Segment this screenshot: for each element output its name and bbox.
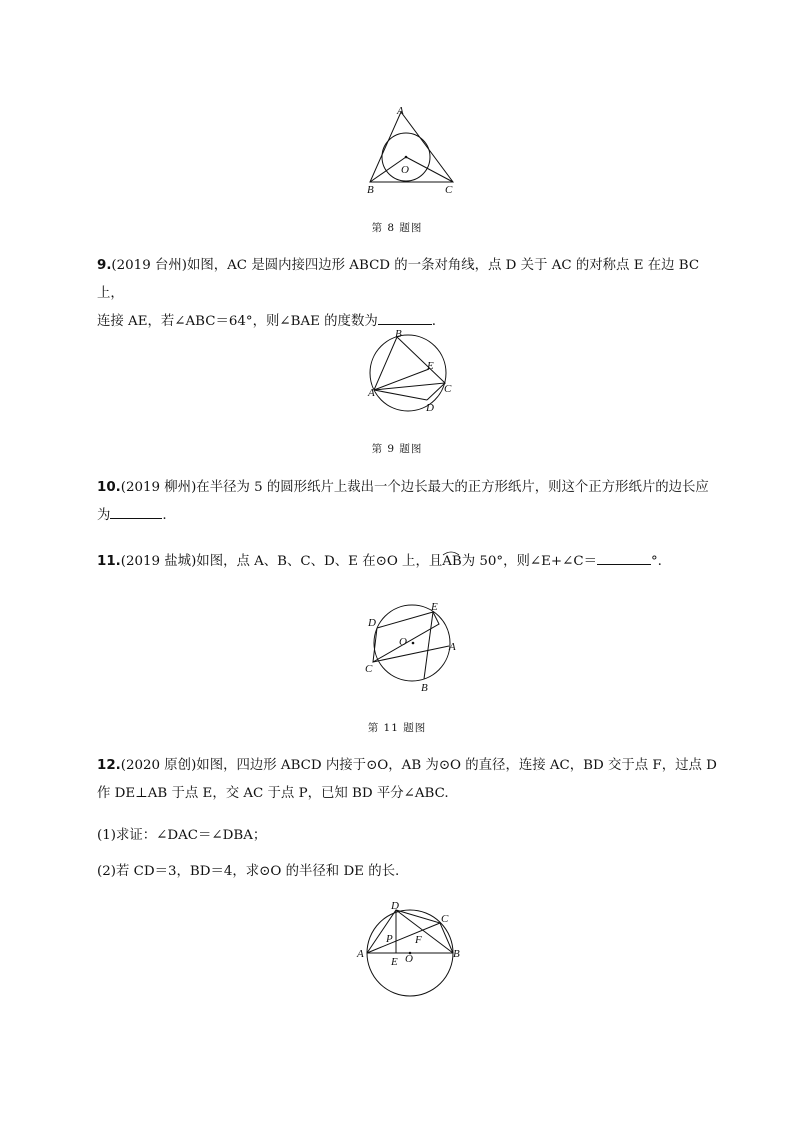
figure-11: [360, 598, 470, 698]
question-11: [97, 548, 727, 576]
question-10-line2: 为: [97, 508, 111, 523]
question-10-period: .: [162, 508, 167, 523]
fig8-label-O: O: [401, 164, 409, 176]
question-11-text-after: °.: [650, 554, 662, 569]
question-9: [97, 252, 727, 336]
question-12: [97, 752, 727, 808]
arc-mark-icon: [442, 550, 460, 556]
answer-blank-11[interactable]: [597, 551, 651, 565]
question-12-part2: (2)若 CD＝3，BD＝4，求⊙O 的半径和 DE 的长.: [97, 864, 400, 879]
answer-blank-9[interactable]: [378, 311, 432, 325]
figure-9-diagram: [360, 325, 460, 420]
fig12-label-D: D: [391, 900, 399, 912]
fig8-label-B: B: [367, 184, 374, 196]
fig11-label-O: O: [399, 636, 407, 648]
question-12-number: 12.: [97, 758, 121, 773]
fig12-label-C: C: [441, 913, 449, 925]
figure-12: [352, 895, 472, 1000]
question-10-number: 10.: [97, 480, 121, 495]
fig11-label-A: A: [449, 641, 456, 653]
figure-9-caption: 第 9 题图: [371, 443, 423, 455]
arc-ab-label: AB: [442, 554, 462, 569]
fig12-label-O: O: [405, 953, 413, 965]
figure-11-diagram: [360, 598, 470, 698]
question-9-period: .: [431, 314, 436, 329]
figure-12-diagram: [352, 895, 472, 1000]
question-9-line2: 连接 AE，若∠ABC＝64°，则∠BAE 的度数为: [97, 314, 378, 329]
question-10: [97, 474, 727, 530]
fig11-label-B: B: [421, 682, 428, 694]
figure-8-diagram: [360, 100, 470, 195]
fig9-label-A: A: [368, 387, 375, 399]
question-12-part1: (1)求证：∠DAC＝∠DBA；: [97, 828, 267, 843]
fig12-label-E: E: [391, 956, 398, 968]
fig8-label-A: A: [397, 105, 404, 117]
fig12-label-A: A: [357, 948, 364, 960]
fig9-label-D: D: [426, 402, 434, 414]
question-11-text-mid: 为 50°，则∠E+∠C＝: [461, 554, 597, 569]
fig12-label-B: B: [453, 948, 460, 960]
fig12-label-F: F: [415, 934, 422, 946]
answer-blank-10[interactable]: [110, 505, 162, 519]
figure-9: [360, 325, 460, 420]
question-10-line1: (2019 柳州)在半径为 5 的圆形纸片上裁出一个边长最大的正方形纸片，则这个正方形纸片的边长应: [120, 480, 709, 495]
question-9-line1: (2019 台州)如图，AC 是圆内接四边形 ABCD 的一条对角线，点 D 关于 AC 的对称点 E 在边 BC 上，: [97, 258, 700, 301]
figure-8-caption: 第 8 题图: [371, 222, 423, 234]
fig11-label-E: E: [431, 601, 438, 613]
fig8-label-C: C: [445, 184, 453, 196]
fig12-label-P: P: [386, 933, 393, 945]
fig9-label-E: E: [427, 360, 434, 372]
question-9-number: 9.: [97, 258, 112, 273]
question-11-text: (2019 盐城)如图，点 A、B、C、D、E 在⊙O 上，且: [120, 554, 443, 569]
figure-11-caption: 第 11 题图: [367, 722, 427, 734]
fig11-label-D: D: [368, 617, 376, 629]
question-11-number: 11.: [97, 554, 121, 569]
question-12-line2: 作 DE⊥AB 于点 E，交 AC 于点 P，已知 BD 平分∠ABC.: [97, 786, 449, 801]
fig9-label-C: C: [444, 383, 452, 395]
figure-8: [360, 100, 470, 195]
fig11-label-C: C: [365, 663, 373, 675]
fig9-label-B: B: [395, 328, 402, 340]
question-12-line1: (2020 原创)如图，四边形 ABCD 内接于⊙O，AB 为⊙O 的直径，连接 AC，BD 交于点 F，过点 D: [120, 758, 717, 773]
arc-ab: [442, 548, 462, 576]
